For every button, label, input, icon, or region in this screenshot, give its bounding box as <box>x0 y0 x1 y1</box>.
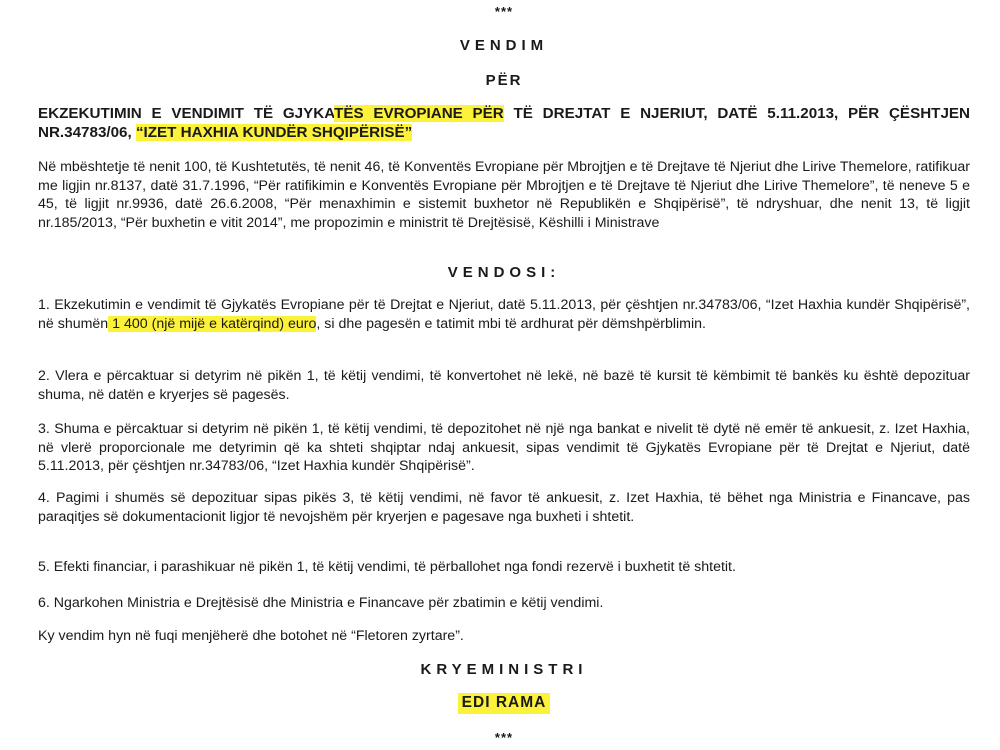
decision-title <box>38 104 970 142</box>
point-1 <box>38 296 970 333</box>
point-1-before: 1. Ekzekutimin e vendimit të Gjykatës Evropiane për të Drejtat e Njeriut, datë 5.11.2013, për çështjen nr.34783/06, “Izet Haxhia kundër Shqipërisë”, në shumën <box>38 297 970 332</box>
bottom-separator: *** <box>494 730 514 745</box>
point-6: 6. Ngarkohen Ministria e Drejtësisë dhe Ministria e Financave për zbatimin e këtij vendimi. <box>38 595 604 611</box>
title-highlight: TËS EVROPIANE PËR <box>334 105 504 122</box>
heading-vendim: VENDIM <box>459 37 549 54</box>
point-1-amount: 1 400 (një mijë e katërqind) euro <box>108 315 317 332</box>
top-separator: *** <box>494 4 514 19</box>
point-3: 3. Shuma e përcaktuar si detyrim në pikën 1, të këtij vendimi, të depozitohet në një nga bankat e nivelit të dytë në emër të ankuesit, z. Izet Haxhia, në vlerë proporcionale me detyrimin që ka shteti shqiptar ndaj ankuesit, sipas vendimit të Gjykatës Evropiane për të Drejtat e Njeriut, datë 5.11.2013, për çështjen nr.34783/06, “Izet Haxhia kundër Shqipërisë”. <box>38 421 970 474</box>
point-4: 4. Pagimi i shumës së depozituar sipas pikës 3, të këtij vendimi, në favor të ankuesit, z. Izet Haxhia, të bëhet nga Ministria e Financave, pas paraqitjes së dokumentacionit ligjor të nevojshëm për kryerjen e pagesave nga buxheti i shtetit. <box>38 490 970 525</box>
signature-name-wrap <box>38 694 970 712</box>
title-case-name: “IZET HAXHIA KUNDËR SHQIPËRISË” <box>135 124 413 141</box>
point-2: 2. Vlera e përcaktuar si detyrim në pikën 1, të këtij vendimi, të konvertohet në lekë, në bazë të kursit të këmbimit të bankës ku është depozituar shuma, në datën e kryerjes së pagesës. <box>38 368 970 403</box>
heading-vendosi: VENDOSI: <box>447 264 561 281</box>
title-part-1: EKZEKUTIMIN E VENDIMIT TË GJYKA <box>38 105 335 122</box>
signature-name: EDI RAMA <box>458 693 551 714</box>
intro-paragraph: Në mbështetje të nenit 100, të Kushtetutës, të nenit 46, të Konventës Evropiane për Mbrojtjen e të Drejtave të Njeriut dhe Lirive Themelore, ratifikuar me ligjin nr.8137, datë 31.7.1996, “Për ratifikimin e Konventës Evropiane për Mbrojtjen e të Drejtave të Njeriut dhe Lirive Themelore”, të neneve 5 e 45, të ligjit nr.9936, datë 26.6.2008, “Për menaxhimin e sistemit buxhetor në Republikën e Shqipërisë”, të ndryshuar, dhe nenit 13, të ligjit nr.185/2013, “Për buxhetin e vitit 2014”, me propozimin e ministrit të Drejtësisë, Këshilli i Ministrave <box>38 159 970 231</box>
heading-per: PËR <box>485 72 523 89</box>
point-5: 5. Efekti financiar, i parashikuar në pikën 1, të këtij vendimi, të përballohet nga fondi rezervë i buxhetit të shtetit. <box>38 559 736 575</box>
final-note: Ky vendim hyn në fuqi menjëherë dhe botohet në “Fletoren zyrtare”. <box>38 628 464 644</box>
point-1-after: , si dhe pagesën e tatimit mbi të ardhurat për dëmshpërblimin. <box>316 315 706 332</box>
title-part-2: TË DREJTAT E NJERIUT, DATË 5.11.2013, PËR ÇËSHTJEN NR.34783/06, <box>38 105 970 141</box>
signature-role: KRYEMINISTRI <box>420 661 588 678</box>
